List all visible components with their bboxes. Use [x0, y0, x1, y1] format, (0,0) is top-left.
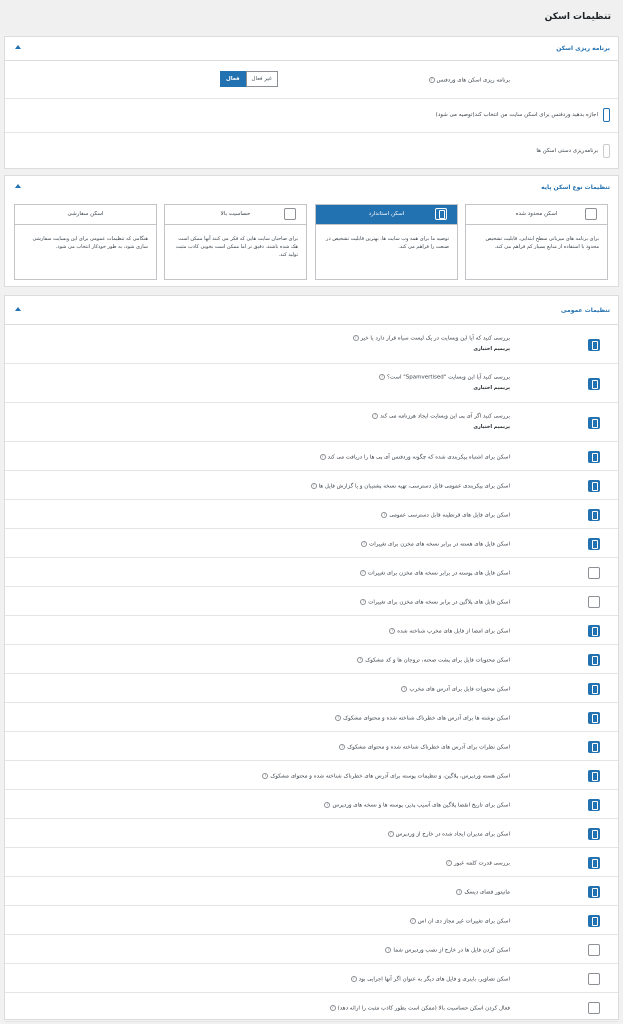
- setting-label: اسکن کردن فایل ها در خارج از نصب وردپرس شما: [393, 947, 510, 954]
- setting-checkbox[interactable]: [588, 654, 600, 666]
- card-description: برای برنامه های میزبانی سطح ابتدایی. قابلیت تشخیص محدود با استفاده از منابع بسیار کم فراهم می کند.: [485, 236, 599, 250]
- setting-checkbox[interactable]: [588, 944, 600, 956]
- setting-checkbox[interactable]: [588, 339, 600, 351]
- toggle-on-button[interactable]: فعال: [220, 71, 246, 87]
- general-section: [4, 295, 619, 1020]
- setting-checkbox[interactable]: [588, 915, 600, 927]
- help-icon[interactable]: ?: [326, 802, 329, 807]
- scan-type-section: [4, 175, 619, 287]
- help-icon[interactable]: ?: [458, 889, 461, 894]
- help-icon[interactable]: ?: [389, 831, 392, 836]
- setting-row: [5, 935, 618, 964]
- let-wordfence-radio[interactable]: [603, 108, 610, 122]
- auto-scan-label: برنامه ریزی اسکن های وردفنس: [436, 77, 510, 84]
- collapse-icon[interactable]: [15, 184, 21, 188]
- card-checkbox[interactable]: [585, 208, 597, 220]
- setting-checkbox[interactable]: [588, 828, 600, 840]
- setting-label: بررسی کنید آیا این وبسایت "Spamvertised" است؟: [387, 374, 510, 381]
- manual-row: [5, 133, 618, 169]
- manual-label: برنامه‌ریزی دستی اسکن ها: [536, 148, 598, 154]
- premium-option-label: پریمیم اختیاری: [473, 385, 510, 391]
- setting-label: اسکن فایل های پلاگین در برابر نسخه های مخزن برای تغییرات: [368, 599, 510, 606]
- card-title: اسکن سفارشی: [67, 211, 104, 217]
- setting-label: مانیتور فضای دیسک: [464, 889, 510, 896]
- setting-checkbox[interactable]: [588, 973, 600, 985]
- setting-row: [5, 616, 618, 645]
- help-icon[interactable]: ?: [447, 860, 451, 865]
- setting-row: [5, 906, 618, 935]
- help-icon[interactable]: ?: [411, 918, 414, 923]
- card-title: حساسیت بالا: [220, 211, 251, 217]
- setting-row: [5, 993, 618, 1022]
- collapse-icon[interactable]: [15, 45, 21, 49]
- setting-checkbox[interactable]: [588, 683, 600, 695]
- general-header[interactable]: [5, 296, 618, 325]
- setting-label: بررسی کنید که آیا این وبسایت در یک لیست سیاه قرار دارد یا خیر: [360, 335, 510, 342]
- setting-checkbox[interactable]: [588, 799, 600, 811]
- setting-checkbox[interactable]: [588, 451, 600, 463]
- help-icon[interactable]: ?: [374, 413, 377, 418]
- help-icon[interactable]: ?: [362, 599, 365, 604]
- help-icon[interactable]: ?: [361, 570, 364, 575]
- help-icon[interactable]: ?: [359, 657, 362, 662]
- help-icon[interactable]: ?: [352, 976, 355, 981]
- setting-row: [5, 529, 618, 558]
- setting-checkbox[interactable]: [588, 417, 600, 429]
- help-icon[interactable]: ?: [312, 483, 315, 488]
- card-checkbox[interactable]: [284, 208, 296, 220]
- schedule-section: [4, 36, 619, 169]
- setting-checkbox[interactable]: [588, 378, 600, 390]
- setting-label: بررسی قدرت کلمه عبور: [453, 860, 510, 867]
- card-description: توصیه ما برای همه وب سایت ها. بهترین قابلیت تشخیص در صنعت را فراهم می کند.: [326, 236, 449, 250]
- setting-label: اسکن هسته وردپرس، پلاگین، و تنظیمات پوسته برای آدرس های خطرناک شناخته شده و محتوای مشکوک: [270, 773, 510, 780]
- let-wordfence-label: اجازه بدهید وردفنس برای اسکن سایت من انتخاب کند(توصیه می شود): [435, 112, 598, 118]
- help-icon[interactable]: ?: [391, 628, 394, 633]
- card-custom[interactable]: [14, 204, 157, 280]
- setting-label: اسکن فایل های هسته در برابر نسخه های مخزن برای تغییرات: [369, 541, 510, 548]
- setting-label: اسکن برای امضا از فایل های مخرب شناخته شده: [397, 628, 510, 635]
- setting-label: اسکن محتویات فایل برای آدرس های مخرب: [409, 686, 510, 693]
- setting-row: [5, 703, 618, 732]
- setting-row: [5, 558, 618, 587]
- setting-row: [5, 732, 618, 761]
- help-icon[interactable]: ?: [341, 744, 344, 749]
- help-icon[interactable]: ?: [380, 374, 384, 379]
- setting-row: [5, 848, 618, 877]
- collapse-icon[interactable]: [15, 307, 21, 311]
- help-icon[interactable]: ?: [337, 715, 340, 720]
- auto-scan-row: [5, 62, 618, 99]
- setting-checkbox[interactable]: [588, 857, 600, 869]
- auto-scan-toggle[interactable]: [220, 71, 278, 87]
- setting-row: [5, 964, 618, 993]
- setting-label: اسکن نظرات برای آدرس های خطرناک شناخته شده و محتوای مشکوک: [347, 744, 510, 751]
- setting-checkbox[interactable]: [588, 770, 600, 782]
- setting-checkbox[interactable]: [588, 741, 600, 753]
- setting-checkbox[interactable]: [588, 596, 600, 608]
- setting-row: [5, 471, 618, 500]
- setting-checkbox[interactable]: [588, 509, 600, 521]
- general-title: تنظیمات عمومی: [560, 307, 610, 314]
- setting-row: [5, 645, 618, 674]
- scan-type-title: تنظیمات نوع اسکن پایه: [541, 184, 610, 191]
- setting-checkbox[interactable]: [588, 538, 600, 550]
- card-limited[interactable]: [465, 204, 608, 280]
- help-icon[interactable]: ?: [403, 686, 406, 691]
- setting-checkbox[interactable]: [588, 886, 600, 898]
- setting-row: [5, 325, 618, 364]
- card-title: اسکن محدود شده: [515, 211, 558, 217]
- help-icon[interactable]: ?: [321, 454, 324, 459]
- setting-row: [5, 790, 618, 819]
- setting-label: اسکن برای تاریخ انقضا پلاگین های آسیب پذیر، پوسته ها و نسخه های وردپرس: [332, 802, 510, 809]
- setting-label: اسکن برای فایل های قرنطینه قابل دسترسی عمومی: [389, 512, 510, 519]
- page-title: تنظیمات اسکن: [0, 0, 623, 34]
- manual-radio[interactable]: [603, 144, 610, 158]
- setting-label: اسکن فایل های پوسته در برابر نسخه های مخزن برای تغییرات: [367, 570, 510, 577]
- setting-row: [5, 761, 618, 790]
- setting-row: [5, 500, 618, 529]
- toggle-off-button[interactable]: غیر فعال: [246, 71, 278, 87]
- help-icon[interactable]: ?: [430, 77, 433, 82]
- help-icon[interactable]: ?: [383, 512, 386, 517]
- help-icon[interactable]: ?: [387, 947, 390, 952]
- setting-label: اسکن برای اشتباه پیکربندی شده که چگونه وردفنس آی پی ها را دریافت می کند: [327, 454, 510, 461]
- setting-row: [5, 877, 618, 906]
- setting-row: [5, 364, 618, 403]
- setting-checkbox[interactable]: [588, 567, 600, 579]
- scan-type-header[interactable]: [5, 176, 618, 200]
- schedule-title: برنامه ریزی اسکن: [556, 45, 610, 52]
- setting-row: [5, 587, 618, 616]
- premium-option-label: پریمیم اختیاری: [473, 346, 510, 352]
- setting-checkbox[interactable]: [588, 625, 600, 637]
- setting-checkbox[interactable]: [588, 712, 600, 724]
- help-icon[interactable]: ?: [264, 773, 267, 778]
- card-description: هنگامی که تنظیمات عمومی برای این وبسایت سفارشی سازی شود، به طور خودکار انتخاب می شود.: [32, 236, 148, 250]
- card-standard[interactable]: [315, 204, 458, 280]
- setting-label: بررسی کنید اگر آی پی این وبسایت ایجاد هرزنامه می کند: [380, 413, 510, 420]
- help-icon[interactable]: ?: [354, 335, 357, 340]
- setting-label: اسکن تصاویر، باینری و فایل های دیگر به عنوان اگر آنها اجرایی بود: [358, 976, 510, 983]
- card-description: برای صاحبان سایت هایی که فکر می کنند آنها ممکن است هک شده باشند. دقیق تر اما ممکن است بخوبی کاذب مثبت تولید کند.: [175, 236, 298, 258]
- help-icon[interactable]: ?: [331, 1005, 334, 1010]
- setting-row: [5, 674, 618, 703]
- schedule-header[interactable]: [5, 37, 618, 61]
- setting-label: اسکن برای مدیران ایجاد شده در خارج از وردپرس: [395, 831, 510, 838]
- setting-checkbox[interactable]: [588, 480, 600, 492]
- premium-option-label: پریمیم اختیاری: [473, 424, 510, 430]
- let-wordfence-row: [5, 99, 618, 133]
- card-title: اسکن استاندارد: [368, 211, 405, 217]
- setting-row: [5, 403, 618, 442]
- card-checkbox[interactable]: [435, 208, 447, 220]
- setting-checkbox[interactable]: [588, 1002, 600, 1014]
- help-icon[interactable]: ?: [363, 541, 366, 546]
- setting-label: اسکن محتویات فایل برای پشت صحنه، تروجان ها و کد مشکوک: [365, 657, 510, 664]
- setting-row: [5, 442, 618, 471]
- setting-label: اسکن نوشته ها برای آدرس های خطرناک شناخته شده و محتوای مشکوک: [343, 715, 510, 722]
- setting-row: [5, 819, 618, 848]
- card-high-sensitivity[interactable]: [164, 204, 307, 280]
- setting-label: اسکن برای تغییرات غیر مجاز دی ان اس: [417, 918, 510, 925]
- setting-label: فعال کردن اسکن حساسیت بالا (ممکن است بطور کاذب مثبت را ارائه دهد): [337, 1005, 510, 1012]
- setting-label: اسکن برای پیکربندی عمومی قابل دسترسی، تهیه نسخه پشتیبان و یا گزارش فایل ها: [318, 483, 510, 490]
